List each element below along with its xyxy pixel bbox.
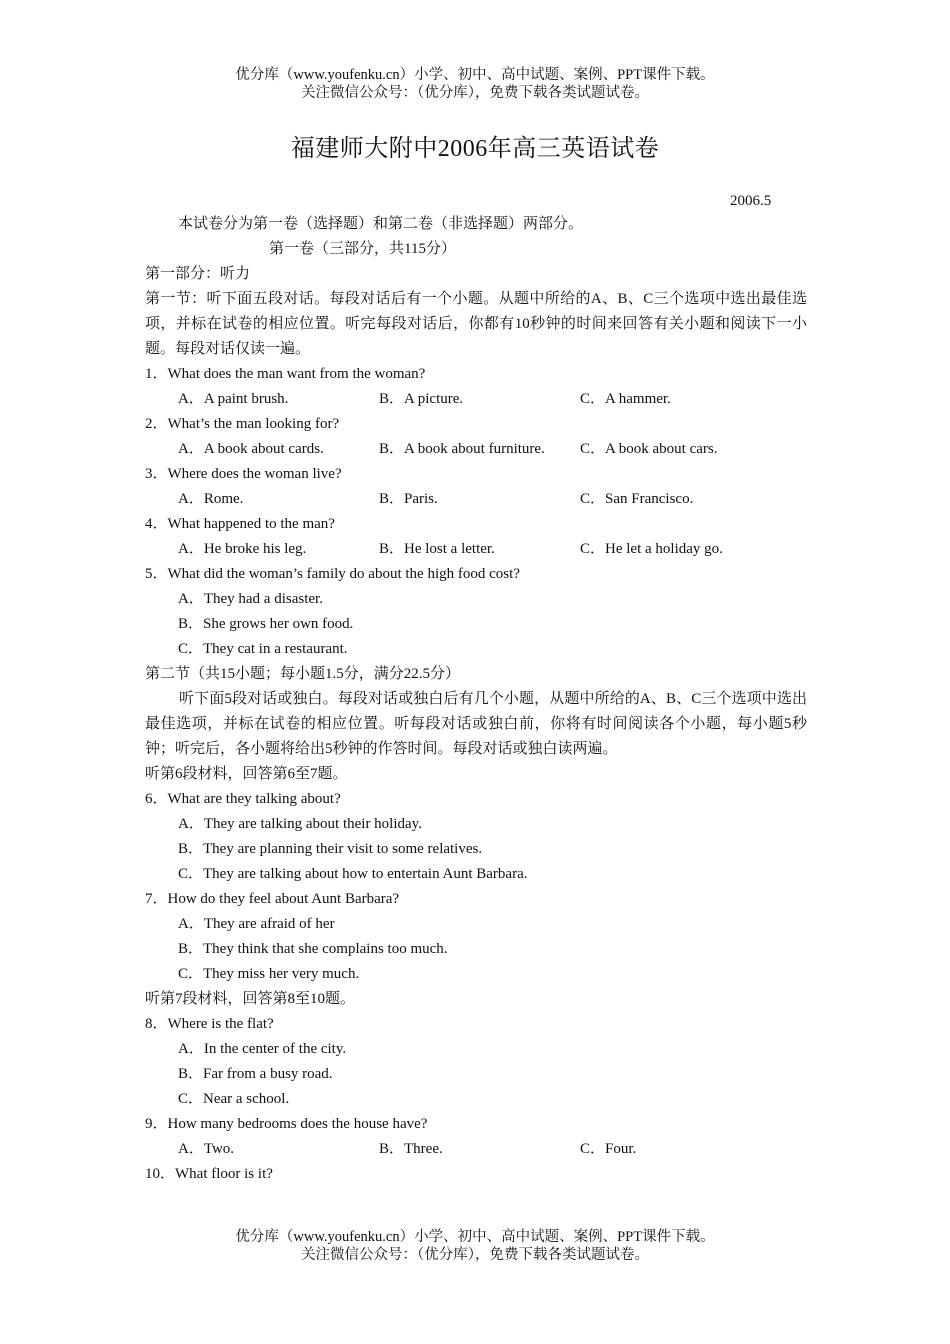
option-b: B．A book about furniture. bbox=[379, 441, 545, 457]
question-5-option-b: B．She grows her own food. bbox=[178, 616, 354, 632]
question-8-option-c: C．Near a school. bbox=[178, 1091, 290, 1107]
exam-title: 福建师大附中2006年高三英语试卷 bbox=[290, 136, 660, 162]
option-c: C．San Francisco. bbox=[580, 491, 694, 507]
option-b: B．Three. bbox=[379, 1141, 443, 1157]
option-a: A．A paint brush. bbox=[178, 391, 289, 407]
option-b: B．He lost a letter. bbox=[379, 541, 495, 557]
section-2-title: 第二节（共15小题；每小题1.5分，满分22.5分） bbox=[145, 666, 461, 682]
question-6-stem: 6．What are they talking about? bbox=[145, 791, 341, 807]
question-8-option-a: A．In the center of the city. bbox=[178, 1041, 347, 1057]
question-5-option-a: A．They had a disaster. bbox=[178, 591, 323, 607]
question-7-option-b: B．They think that she complains too much. bbox=[178, 941, 448, 957]
question-7-option-c: C．They miss her very much. bbox=[178, 966, 360, 982]
section-1-instructions: 第一节：听下面五段对话。每段对话后有一个小题。从题中所给的A、B、C三个选项中选出最佳选项，并标在试卷的相应位置。听完每段对话后，你都有10秒钟的时间来回答有关小题和阅读下一小题。每段对话仅读一遍。 bbox=[145, 291, 807, 357]
question-2-stem: 2．What’s the man looking for? bbox=[145, 416, 340, 432]
volume-1-heading: 第一卷（三部分，共115分） bbox=[269, 241, 456, 257]
page-header bbox=[0, 66, 950, 102]
question-3-options bbox=[145, 487, 807, 512]
material-7-heading: 听第7段材料，回答第8至10题。 bbox=[145, 991, 356, 1007]
question-4-stem: 4．What happened to the man? bbox=[145, 516, 335, 532]
question-10-stem: 10．What floor is it? bbox=[145, 1166, 273, 1182]
question-7-option-a: A．They are afraid of her bbox=[178, 916, 335, 932]
question-6-option-b: B．They are planning their visit to some relatives. bbox=[178, 841, 483, 857]
option-c: C．A hammer. bbox=[580, 391, 671, 407]
option-b: B．A picture. bbox=[379, 391, 464, 407]
header-line-1: 优分库（www.youfenku.cn）小学、初中、高中试题、案例、PPT课件下载。 bbox=[235, 67, 715, 83]
part-1-title: 第一部分：听力 bbox=[145, 266, 251, 282]
question-8-stem: 8．Where is the flat? bbox=[145, 1016, 274, 1032]
question-6-option-c: C．They are talking about how to entertain Aunt Barbara. bbox=[178, 866, 528, 882]
page-footer bbox=[0, 1228, 950, 1264]
question-5-stem: 5．What did the woman’s family do about the high food cost? bbox=[145, 566, 520, 582]
exam-content bbox=[145, 212, 807, 1187]
option-a: A．Two. bbox=[178, 1141, 235, 1157]
question-4-options bbox=[145, 537, 807, 562]
option-b: B．Paris. bbox=[379, 491, 438, 507]
question-1-options bbox=[145, 387, 807, 412]
question-8-option-b: B．Far from a busy road. bbox=[178, 1066, 333, 1082]
intro-text: 本试卷分为第一卷（选择题）和第二卷（非选择题）两部分。 bbox=[178, 216, 584, 232]
footer-line-1: 优分库（www.youfenku.cn）小学、初中、高中试题、案例、PPT课件下载。 bbox=[235, 1229, 715, 1245]
option-c: C．He let a holiday go. bbox=[580, 541, 723, 557]
footer-line-2: 关注微信公众号：（优分库），免费下载各类试题试卷。 bbox=[301, 1247, 649, 1263]
question-3-stem: 3．Where does the woman live? bbox=[145, 466, 342, 482]
option-a: A．A book about cards. bbox=[178, 441, 324, 457]
section-2-instructions: 听下面5段对话或独白。每段对话或独白后有几个小题，从题中所给的A、B、C三个选项中选出最佳选项，并标在试卷的相应位置。听每段对话或独白前，你将有时间阅读各个小题，每小题5秒钟；听完后，各小题将给出5秒钟的作答时间。每段对话或独白读两遍。 bbox=[145, 691, 807, 757]
exam-date: 2006.5 bbox=[730, 193, 772, 209]
question-5-option-c: C．They cat in a restaurant. bbox=[178, 641, 348, 657]
option-c: C．A book about cars. bbox=[580, 441, 718, 457]
option-a: A．Rome. bbox=[178, 491, 244, 507]
material-6-heading: 听第6段材料，回答第6至7题。 bbox=[145, 766, 348, 782]
option-a: A．He broke his leg. bbox=[178, 541, 307, 557]
question-9-options bbox=[145, 1137, 807, 1162]
option-c: C．Four. bbox=[580, 1141, 637, 1157]
header-line-2: 关注微信公众号：（优分库），免费下载各类试题试卷。 bbox=[301, 85, 649, 101]
question-7-stem: 7．How do they feel about Aunt Barbara? bbox=[145, 891, 400, 907]
question-2-options bbox=[145, 437, 807, 462]
question-9-stem: 9．How many bedrooms does the house have? bbox=[145, 1116, 428, 1132]
question-1-stem: 1．What does the man want from the woman? bbox=[145, 366, 426, 382]
question-6-option-a: A．They are talking about their holiday. bbox=[178, 816, 422, 832]
